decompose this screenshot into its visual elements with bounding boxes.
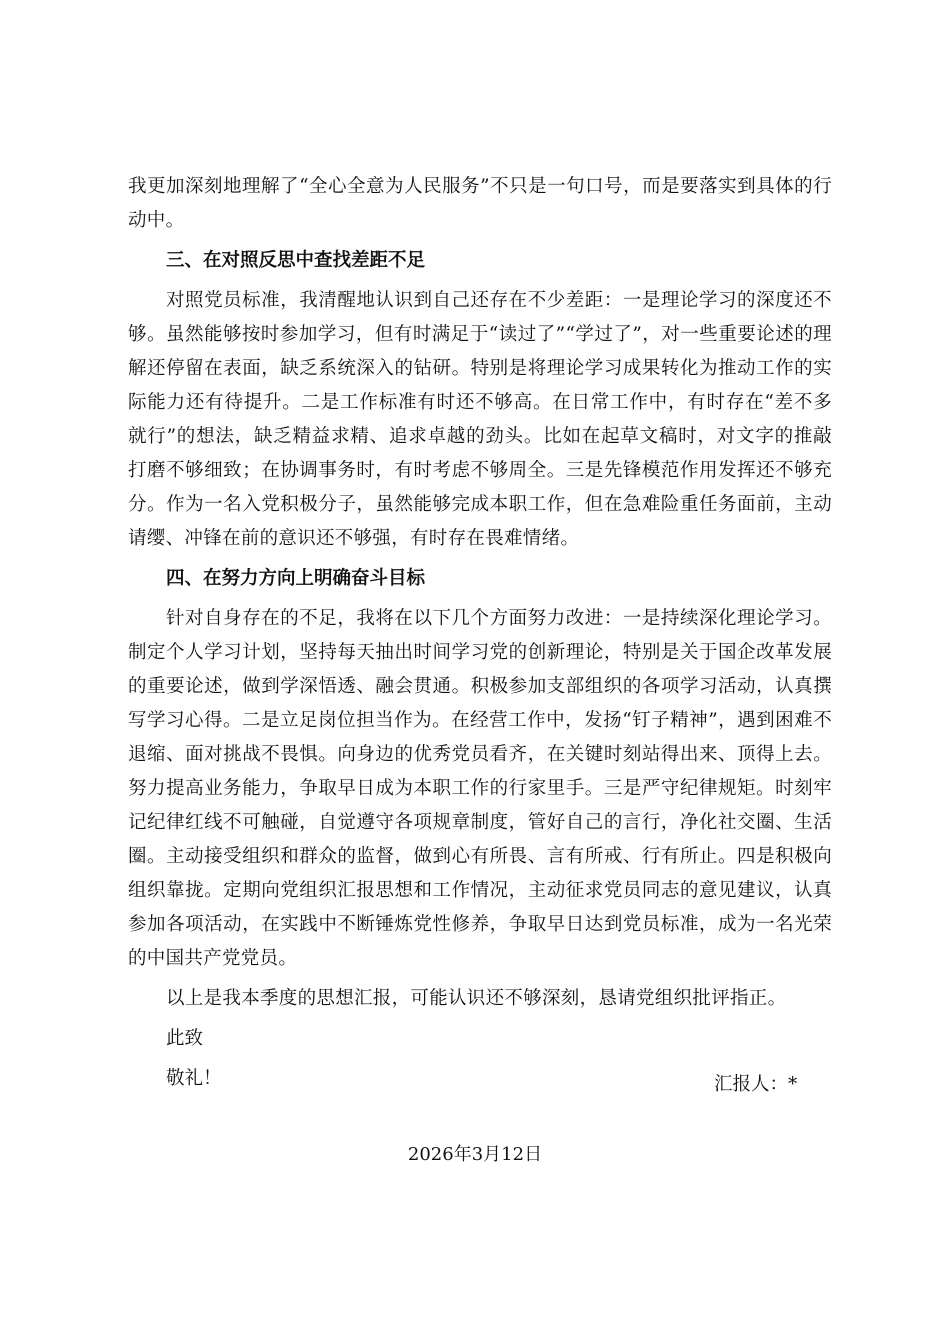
paragraph-closing: 以上是我本季度的思想汇报，可能认识还不够深刻，恳请党组织批评指正。 [166, 988, 787, 1009]
paragraph-intro: 我更加深刻地理解了“全心全意为人民服务”不只是一句口号，而是要落实到具体的行动中。 [128, 176, 832, 231]
paragraph-section-4: 针对自身存在的不足，我将在以下几个方面努力改进：一是持续深化理论学习。制定个人学习计划，坚持每天抽出时间学习党的创新理论，特别是关于国企改革发展的重要论述，做到学深悟透、融会贯通。积极参加支部组织的各项学习活动，认真撰写学习心得。二是立足岗位担当作为。在经营工作中，发扬“钉子精神”，遇到困难不退缩、面对挑战不畏惧。向身边的优秀党员看齐，在关键时刻站得出来、顶得上去。努力提高业务能力，争取早日成为本职工作的行家里手。三是严守纪律规矩。时刻牢记纪律红线不可触碰，自觉遵守各项规章制度，管好自己的言行，净化社交圈、生活圈。主动接受组织和群众的监督，做到心有所畏、言有所戒、行有所止。四是积极向组织靠拢。定期向党组织汇报思想和工作情况，主动征求党员同志的意见建议，认真参加各项活动，在实践中不断锤炼党性修养，争取早日达到党员标准，成为一名光荣的中国共产党党员。 [128, 608, 832, 969]
salutation-line-1: 此致 [166, 1028, 204, 1049]
salutation-line-2: 敬礼！ [166, 1068, 222, 1089]
section-heading-4: 四、在努力方向上明确奋斗目标 [166, 568, 426, 589]
paragraph-section-3: 对照党员标准，我清醒地认识到自己还存在不少差距：一是理论学习的深度还不够。虽然能够按时参加学习，但有时满足于“读过了”“学过了”，对一些重要论述的理解还停留在表面，缺乏系统深入的钻研。特别是将理论学习成果转化为推动工作的实际能力还有待提升。二是工作标准有时还不够高。在日常工作中，有时存在“差不多就行”的想法，缺乏精益求精、追求卓越的劲头。比如在起草文稿时，对文字的推敲打磨不够细致；在协调事务时，有时考虑不够周全。三是先锋模范作用发挥还不够充分。作为一名入党积极分子，虽然能够完成本职工作，但在急难险重任务面前，主动请缨、冲锋在前的意识还不够强，有时存在畏难情绪。 [128, 290, 832, 549]
section-heading-3: 三、在对照反思中查找差距不足 [166, 250, 426, 271]
signer-line: 汇报人：* [714, 1074, 798, 1095]
report-date: 2026年3月12日 [407, 1144, 543, 1165]
document-body [128, 170, 832, 1102]
